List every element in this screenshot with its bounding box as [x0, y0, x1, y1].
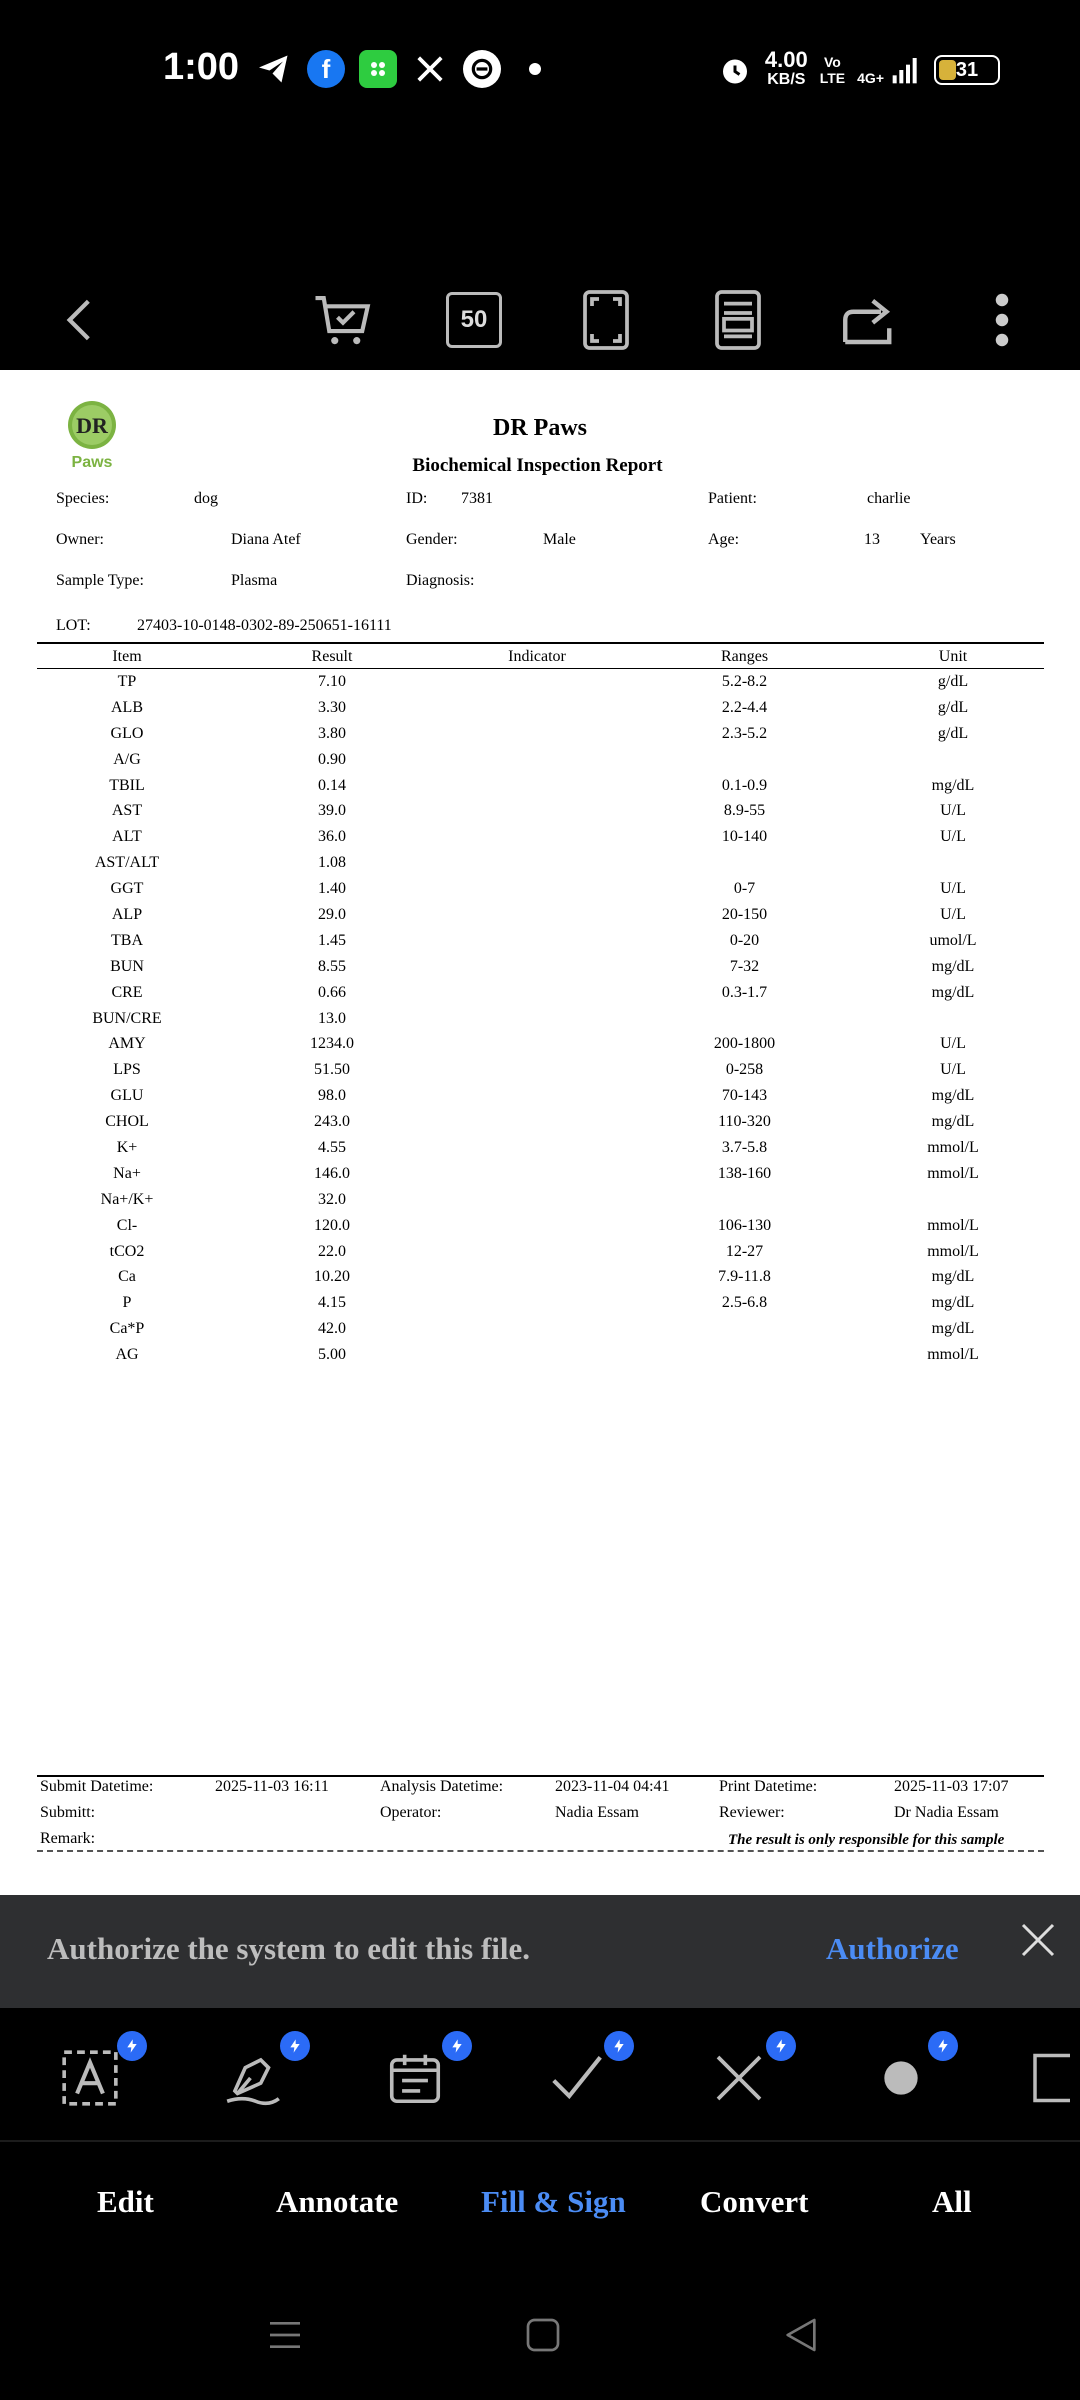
item-cell: P: [122, 1294, 132, 1312]
item-cell: GGT: [110, 880, 144, 898]
volte-indicator: Vo LTE: [819, 54, 846, 86]
lightning-badge-icon: [117, 2031, 147, 2061]
table-row: [37, 954, 1044, 980]
home-button[interactable]: [518, 2312, 568, 2357]
back-triangle-icon: [781, 2315, 821, 2355]
text-box-icon: [59, 2047, 121, 2109]
share-icon: [837, 287, 903, 353]
unit-cell: mg/dL: [931, 1268, 975, 1286]
range-cell: 0-20: [729, 931, 760, 949]
item-cell: AST: [111, 802, 143, 820]
unit-cell: umol/L: [929, 931, 977, 949]
checkmark-tool[interactable]: [542, 2043, 612, 2113]
date-tool[interactable]: [380, 2043, 450, 2113]
footer-rule: [37, 1775, 1044, 1777]
unit-cell: mmol/L: [927, 1138, 979, 1156]
tab-edit[interactable]: Edit: [97, 2184, 154, 2219]
item-cell: Ca: [118, 1268, 136, 1286]
lightning-badge-icon: [766, 2031, 796, 2061]
range-cell: 106-130: [717, 1216, 772, 1234]
tab-annotate[interactable]: Annotate: [276, 2184, 399, 2219]
svg-text:DR: DR: [76, 413, 108, 438]
result-cell: 0.66: [318, 983, 346, 1001]
lot-label: LOT:: [56, 617, 91, 634]
species-label: Species:: [56, 490, 110, 507]
item-cell: tCO2: [109, 1242, 145, 1260]
submit-datetime-label: Submit Datetime:: [40, 1778, 154, 1795]
unit-cell: U/L: [940, 828, 966, 846]
range-cell: 0-258: [725, 1061, 764, 1079]
range-cell: 5.2-8.2: [721, 672, 768, 690]
item-cell: LPS: [113, 1061, 141, 1079]
range-cell: 2.2-4.4: [721, 698, 768, 716]
age-value: 13: [864, 531, 880, 548]
table-row: [37, 1161, 1044, 1187]
table-row: [37, 1031, 1044, 1057]
item-cell: Ca*P: [109, 1320, 145, 1338]
unit-cell: mmol/L: [927, 1164, 979, 1182]
table-row: [37, 1083, 1044, 1109]
add-text-tool[interactable]: [55, 2043, 125, 2113]
unit-cell: g/dL: [937, 724, 969, 742]
cross-icon: [711, 2050, 767, 2106]
operator-label: Operator:: [380, 1804, 442, 1821]
lightning-badge-icon: [604, 2031, 634, 2061]
more-vertical-icon: [992, 287, 1012, 353]
authorize-banner: [0, 1895, 1080, 2008]
table-row: [37, 824, 1044, 850]
signature-tool[interactable]: [218, 2043, 288, 2113]
page-count-button[interactable]: [439, 285, 509, 355]
patient-label: Patient:: [708, 490, 757, 507]
range-cell: 0.1-0.9: [721, 776, 768, 794]
range-cell: 2.5-6.8: [721, 1294, 768, 1312]
unit-cell: mg/dL: [931, 1087, 975, 1105]
notification-icons: [255, 50, 541, 88]
range-cell: 138-160: [717, 1164, 772, 1182]
result-cell: 1.08: [318, 854, 346, 872]
more-tools-partial[interactable]: [1030, 2043, 1080, 2113]
table-top-rule: [37, 642, 1044, 644]
recent-apps-button[interactable]: [260, 2312, 310, 2357]
reviewer-label: Reviewer:: [719, 1804, 785, 1821]
sample-type-value: Plasma: [231, 572, 278, 589]
diagnosis-label: Diagnosis:: [406, 572, 475, 589]
gender-label: Gender:: [406, 531, 458, 548]
table-row: [37, 695, 1044, 721]
unit-cell: U/L: [940, 880, 966, 898]
item-cell: TBIL: [109, 776, 145, 794]
result-cell: 5.00: [318, 1346, 346, 1364]
gender-value: Male: [543, 531, 576, 548]
result-cell: 22.0: [318, 1242, 346, 1260]
item-cell: GLO: [110, 724, 144, 742]
submitter-label: Submitt:: [40, 1804, 96, 1821]
fit-page-button[interactable]: [571, 285, 641, 355]
range-cell: 0-7: [733, 880, 756, 898]
table-row: [37, 1342, 1044, 1368]
result-cell: 7.10: [318, 672, 346, 690]
fill-sign-tools: [0, 2008, 1080, 2143]
alarm-icon: [717, 52, 753, 88]
unit-cell: g/dL: [937, 698, 969, 716]
result-cell: 29.0: [318, 905, 346, 923]
result-cell: 4.55: [318, 1138, 346, 1156]
close-icon: [1018, 1920, 1058, 1960]
result-cell: 36.0: [318, 828, 346, 846]
print-datetime-value: 2025-11-03 17:07: [894, 1778, 1009, 1795]
back-nav-button[interactable]: [776, 2312, 826, 2357]
battery-indicator: 31: [934, 55, 1000, 85]
result-cell: 98.0: [318, 1087, 346, 1105]
range-cell: 7.9-11.8: [718, 1268, 771, 1286]
more-options-button[interactable]: [967, 285, 1037, 355]
table-row: [37, 1213, 1044, 1239]
owner-value: Diana Atef: [231, 531, 301, 548]
analysis-datetime-label: Analysis Datetime:: [380, 1778, 504, 1795]
result-cell: 8.55: [318, 957, 346, 975]
lightning-badge-icon: [928, 2031, 958, 2061]
share-button[interactable]: [835, 285, 905, 355]
result-cell: 120.0: [314, 1216, 350, 1234]
range-cell: 0.3-1.7: [721, 983, 768, 1001]
authorize-message: Authorize the system to edit this file.: [47, 1931, 530, 1966]
checkmark-icon: [546, 2047, 608, 2109]
item-cell: K+: [116, 1138, 138, 1156]
unit-cell: mg/dL: [931, 776, 975, 794]
table-row: [37, 928, 1044, 954]
system-nav-bar: [0, 2267, 1080, 2400]
facebook-icon: f: [307, 50, 345, 88]
unit-cell: U/L: [940, 1035, 966, 1053]
range-cell: 70-143: [721, 1087, 768, 1105]
pen-sign-icon: [222, 2047, 284, 2109]
item-cell: AG: [115, 1346, 139, 1364]
item-cell: GLU: [110, 1087, 144, 1105]
back-button[interactable]: [45, 285, 115, 355]
table-row: [37, 1264, 1044, 1290]
app-notification-icon: [463, 50, 501, 88]
results-table: [37, 645, 1044, 1368]
viewer-toolbar: [0, 140, 1080, 370]
id-label: ID:: [406, 490, 428, 507]
range-cell: 10-140: [721, 828, 768, 846]
item-cell: Na+: [113, 1164, 141, 1182]
clock: 1:00: [163, 46, 240, 88]
unit-cell: U/L: [940, 905, 966, 923]
table-row: [37, 669, 1044, 695]
dashed-rule: [37, 1850, 1044, 1852]
tab-all[interactable]: All: [932, 2184, 972, 2219]
calendar-icon: [384, 2047, 446, 2109]
bottom-tab-bar: [0, 2142, 1080, 2267]
unit-cell: mmol/L: [927, 1346, 979, 1364]
result-cell: 243.0: [314, 1113, 350, 1131]
result-cell: 51.50: [314, 1061, 350, 1079]
result-cell: 1.40: [318, 880, 346, 898]
table-header: [37, 645, 1044, 669]
dot-icon: [881, 2058, 921, 2098]
id-value: 7381: [461, 490, 493, 507]
table-row: [37, 850, 1044, 876]
table-row: [37, 773, 1044, 799]
column-header: Result: [311, 648, 353, 665]
svg-text:Paws: Paws: [71, 454, 113, 470]
status-bar: [0, 0, 1080, 140]
system-icons: [717, 47, 1000, 90]
network-speed: 4.00 KB/S: [764, 47, 808, 88]
print-datetime-label: Print Datetime:: [719, 1778, 818, 1795]
home-square-icon: [523, 2315, 563, 2355]
item-cell: BUN: [110, 957, 144, 975]
analysis-datetime-value: 2023-11-04 04:41: [555, 1778, 670, 1795]
item-cell: Na+/K+: [100, 1190, 154, 1208]
submit-datetime-value: 2025-11-03 16:11: [215, 1778, 329, 1795]
table-row: [37, 1290, 1044, 1316]
result-cell: 1.45: [318, 931, 346, 949]
range-cell: 200-1800: [713, 1035, 776, 1053]
lightning-badge-icon: [280, 2031, 310, 2061]
rectangle-icon: [1030, 2047, 1070, 2109]
unit-cell: mg/dL: [931, 1294, 975, 1312]
age-unit: Years: [920, 531, 956, 548]
table-row: [37, 902, 1044, 928]
column-header: Unit: [938, 648, 968, 665]
table-row: [37, 798, 1044, 824]
tab-fill-sign[interactable]: Fill & Sign: [481, 2184, 626, 2219]
range-cell: 8.9-55: [723, 802, 766, 820]
pdf-page: [0, 370, 1080, 1895]
result-cell: 4.15: [318, 1294, 346, 1312]
operator-value: Nadia Essam: [555, 1804, 639, 1821]
table-row: [37, 1187, 1044, 1213]
item-cell: AMY: [108, 1035, 146, 1053]
range-cell: 7-32: [729, 957, 760, 975]
fullscreen-icon: [578, 287, 634, 353]
item-cell: CRE: [111, 983, 143, 1001]
table-row: [37, 1135, 1044, 1161]
sample-type-label: Sample Type:: [56, 572, 144, 589]
more-notifications-dot: [529, 63, 541, 75]
item-cell: TBA: [111, 931, 143, 949]
result-cell: 10.20: [314, 1268, 350, 1286]
result-cell: 3.80: [318, 724, 346, 742]
authorize-button[interactable]: Authorize: [826, 1931, 959, 1966]
unit-cell: g/dL: [937, 672, 969, 690]
unit-cell: mg/dL: [931, 1320, 975, 1338]
table-row: [37, 1057, 1044, 1083]
owner-label: Owner:: [56, 531, 104, 548]
unit-cell: mg/dL: [931, 957, 975, 975]
cross-tool[interactable]: [704, 2043, 774, 2113]
tab-convert[interactable]: Convert: [700, 2184, 809, 2219]
x-icon: [411, 50, 449, 88]
item-cell: BUN/CRE: [92, 1009, 162, 1027]
item-cell: Cl-: [116, 1216, 138, 1234]
unit-cell: U/L: [940, 802, 966, 820]
patient-value: charlie: [867, 490, 911, 507]
shop-button[interactable]: [308, 285, 378, 355]
item-cell: TP: [117, 672, 137, 690]
table-row: [37, 876, 1044, 902]
result-cell: 3.30: [318, 698, 346, 716]
table-row: [37, 721, 1044, 747]
disclaimer: The result is only responsible for this sample: [728, 1832, 1005, 1848]
item-cell: CHOL: [105, 1113, 149, 1131]
range-cell: 110-320: [718, 1113, 771, 1131]
table-row: [37, 747, 1044, 773]
item-cell: A/G: [113, 750, 141, 768]
unit-cell: mg/dL: [931, 983, 975, 1001]
age-label: Age:: [708, 531, 740, 548]
remark-label: Remark:: [40, 1830, 96, 1847]
unit-cell: U/L: [940, 1061, 966, 1079]
item-cell: AST/ALT: [94, 854, 160, 872]
telegram-icon: [255, 50, 293, 88]
range-cell: 12-27: [725, 1242, 764, 1260]
species-value: dog: [194, 490, 218, 507]
column-header: Indicator: [508, 648, 566, 665]
result-cell: 1234.0: [310, 1035, 354, 1053]
range-cell: 2.3-5.2: [721, 724, 768, 742]
cart-check-icon: [310, 287, 376, 353]
table-row: [37, 980, 1044, 1006]
range-cell: 3.7-5.8: [721, 1138, 768, 1156]
result-cell: 32.0: [318, 1190, 346, 1208]
signal-icon: 4G+: [857, 54, 922, 86]
reading-mode-button[interactable]: [703, 285, 773, 355]
messaging-app-icon: [359, 50, 397, 88]
unit-cell: mg/dL: [931, 1113, 975, 1131]
column-header: Item: [112, 648, 142, 665]
range-cell: 20-150: [721, 905, 768, 923]
page-count: 50: [446, 292, 502, 348]
unit-cell: mmol/L: [927, 1216, 979, 1234]
result-cell: 0.14: [318, 776, 346, 794]
item-cell: ALT: [112, 828, 142, 846]
lot-value: 27403-10-0148-0302-89-250651-16111: [137, 617, 392, 634]
chevron-left-icon: [55, 290, 105, 350]
result-cell: 39.0: [318, 802, 346, 820]
lightning-badge-icon: [442, 2031, 472, 2061]
result-cell: 13.0: [318, 1009, 346, 1027]
table-row: [37, 1109, 1044, 1135]
table-row: [37, 1006, 1044, 1032]
menu-icon: [265, 2315, 305, 2355]
result-cell: 42.0: [318, 1320, 346, 1338]
column-header: Ranges: [720, 648, 769, 665]
unit-cell: mmol/L: [927, 1242, 979, 1260]
table-row: [37, 1316, 1044, 1342]
close-banner-button[interactable]: [1018, 1920, 1058, 1960]
result-cell: 0.90: [318, 750, 346, 768]
report-title: Biochemical Inspection Report: [412, 455, 663, 476]
dot-tool[interactable]: [866, 2043, 936, 2113]
item-cell: ALP: [111, 905, 143, 923]
table-row: [37, 1239, 1044, 1265]
reviewer-value: Dr Nadia Essam: [894, 1804, 999, 1821]
result-cell: 146.0: [314, 1164, 350, 1182]
item-cell: ALB: [111, 698, 143, 716]
document-layout-icon: [710, 287, 766, 353]
clinic-name: DR Paws: [493, 415, 587, 441]
